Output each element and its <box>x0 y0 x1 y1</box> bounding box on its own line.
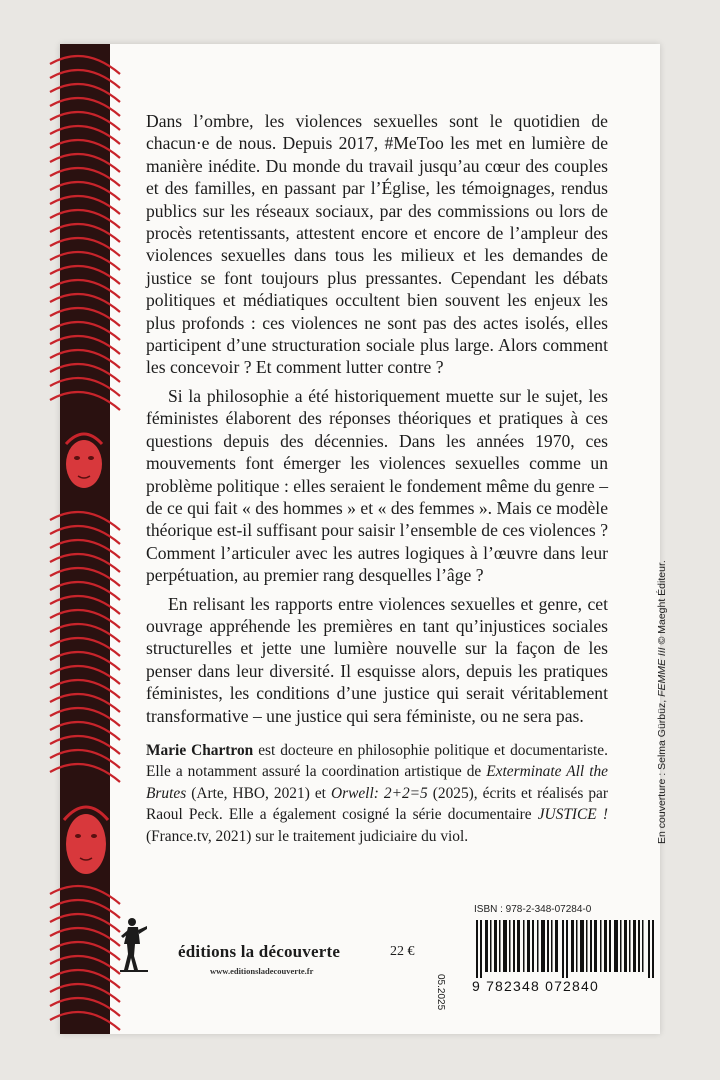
back-cover <box>60 44 668 1034</box>
blurb <box>146 110 608 733</box>
author-name: Marie Chartron <box>146 742 254 759</box>
bio-text-1: est docteure en philosophie politique et documentariste. Elle a notamment assuré la coordination artistique de <box>146 742 608 781</box>
blurb-paragraph-2: Si la philosophie a été historiquement muette sur le sujet, les féministes élaborent des réponses théoriques et pratiques à ces questions depuis des décennies. Dans les années 1970, ces mouvements font émerger les violences sexuelles comme un problème politique : elles seraient le fondement même du genre – de ce qui fait « des hommes » et « des femmes ». Mais ce modèle théorique est-il suffisant pour saisir l’ensemble de ces violences ? Comment l’articuler avec les autres logiques à l’œuvre dans leur perpétuation, au premier rang desquelles l’âge ? <box>146 385 608 586</box>
bio-title-3: JUSTICE ! <box>537 806 608 824</box>
barcode-icon <box>476 920 654 978</box>
publisher-name: éditions la découverte <box>178 942 341 961</box>
price: 22 € <box>390 944 415 959</box>
bio-title-1: Exterminate All the Brutes <box>146 763 609 802</box>
bio-text-2: (Arte, HBO, 2021) et <box>186 784 331 802</box>
blurb-paragraph-3: En relisant les rapports entre violences sexuelles et genre, cet ouvrage appréhende les premières en tant qu’injustices sociales structurelles et jette une lumière nouvelle sur la façon de les penser dans leur diversité. Il esquisse alors, depuis les pratiques féministes, les conditions d’une justice qui serait véritablement transformative – une justice qui sera féministe, ou ne sera pas. <box>146 593 608 726</box>
sower-figure-icon <box>120 916 148 972</box>
credit-suffix: © Maeght Éditeur. <box>656 560 668 648</box>
author-bio <box>146 740 608 847</box>
isbn-label: ISBN : 978-2-348-07284-0 <box>474 904 592 915</box>
barcode-digits: 9 782348 072840 <box>472 978 599 994</box>
blurb-paragraph-1: Dans l’ombre, les violences sexuelles sont le quotidien de chacun·e de nous. Depuis 2017, #MeToo les met en lumière de manière inédite. Du monde du travail jusqu’au cœur des couples et des familles, en passant par l’Église, les témoignages, rendus publics sur les réseaux sociaux, par des commissions ou lors de procès retentissants, attestent encore et encore de l’ampleur des violences sexuelles dans tous les milieux et les demandes de justice se font toujours plus pressantes. Cependant les débats politiques et médiatiques occultent bien souvent les enjeux les plus profonds : ces violences ne sont pas des actes isolés, elles participent d’une structuration sociale plus large. Alors comment les concevoir ? Et comment lutter contre ? <box>146 111 608 378</box>
cover-credit <box>656 560 668 844</box>
cover-art-strip <box>60 44 110 1034</box>
publisher-website: www.editionsladecouverte.fr <box>210 966 314 976</box>
bio-title-2: Orwell: 2+2=5 <box>330 784 428 802</box>
bio-text-4: (France.tv, 2021) sur le traitement judiciaire du viol. <box>146 827 469 845</box>
credit-work: FEMME III <box>656 647 668 697</box>
bio-text-3: (2025), écrits et réalisés par Raoul Peck. Elle a également cosigné la série documentaire <box>146 784 608 824</box>
credit-prefix: En couverture : Selma Gürbüz, <box>656 696 668 844</box>
print-date: 05.2025 <box>435 974 446 1011</box>
barcode <box>472 918 658 998</box>
red-fingerprint-pattern-icon <box>60 44 110 1034</box>
